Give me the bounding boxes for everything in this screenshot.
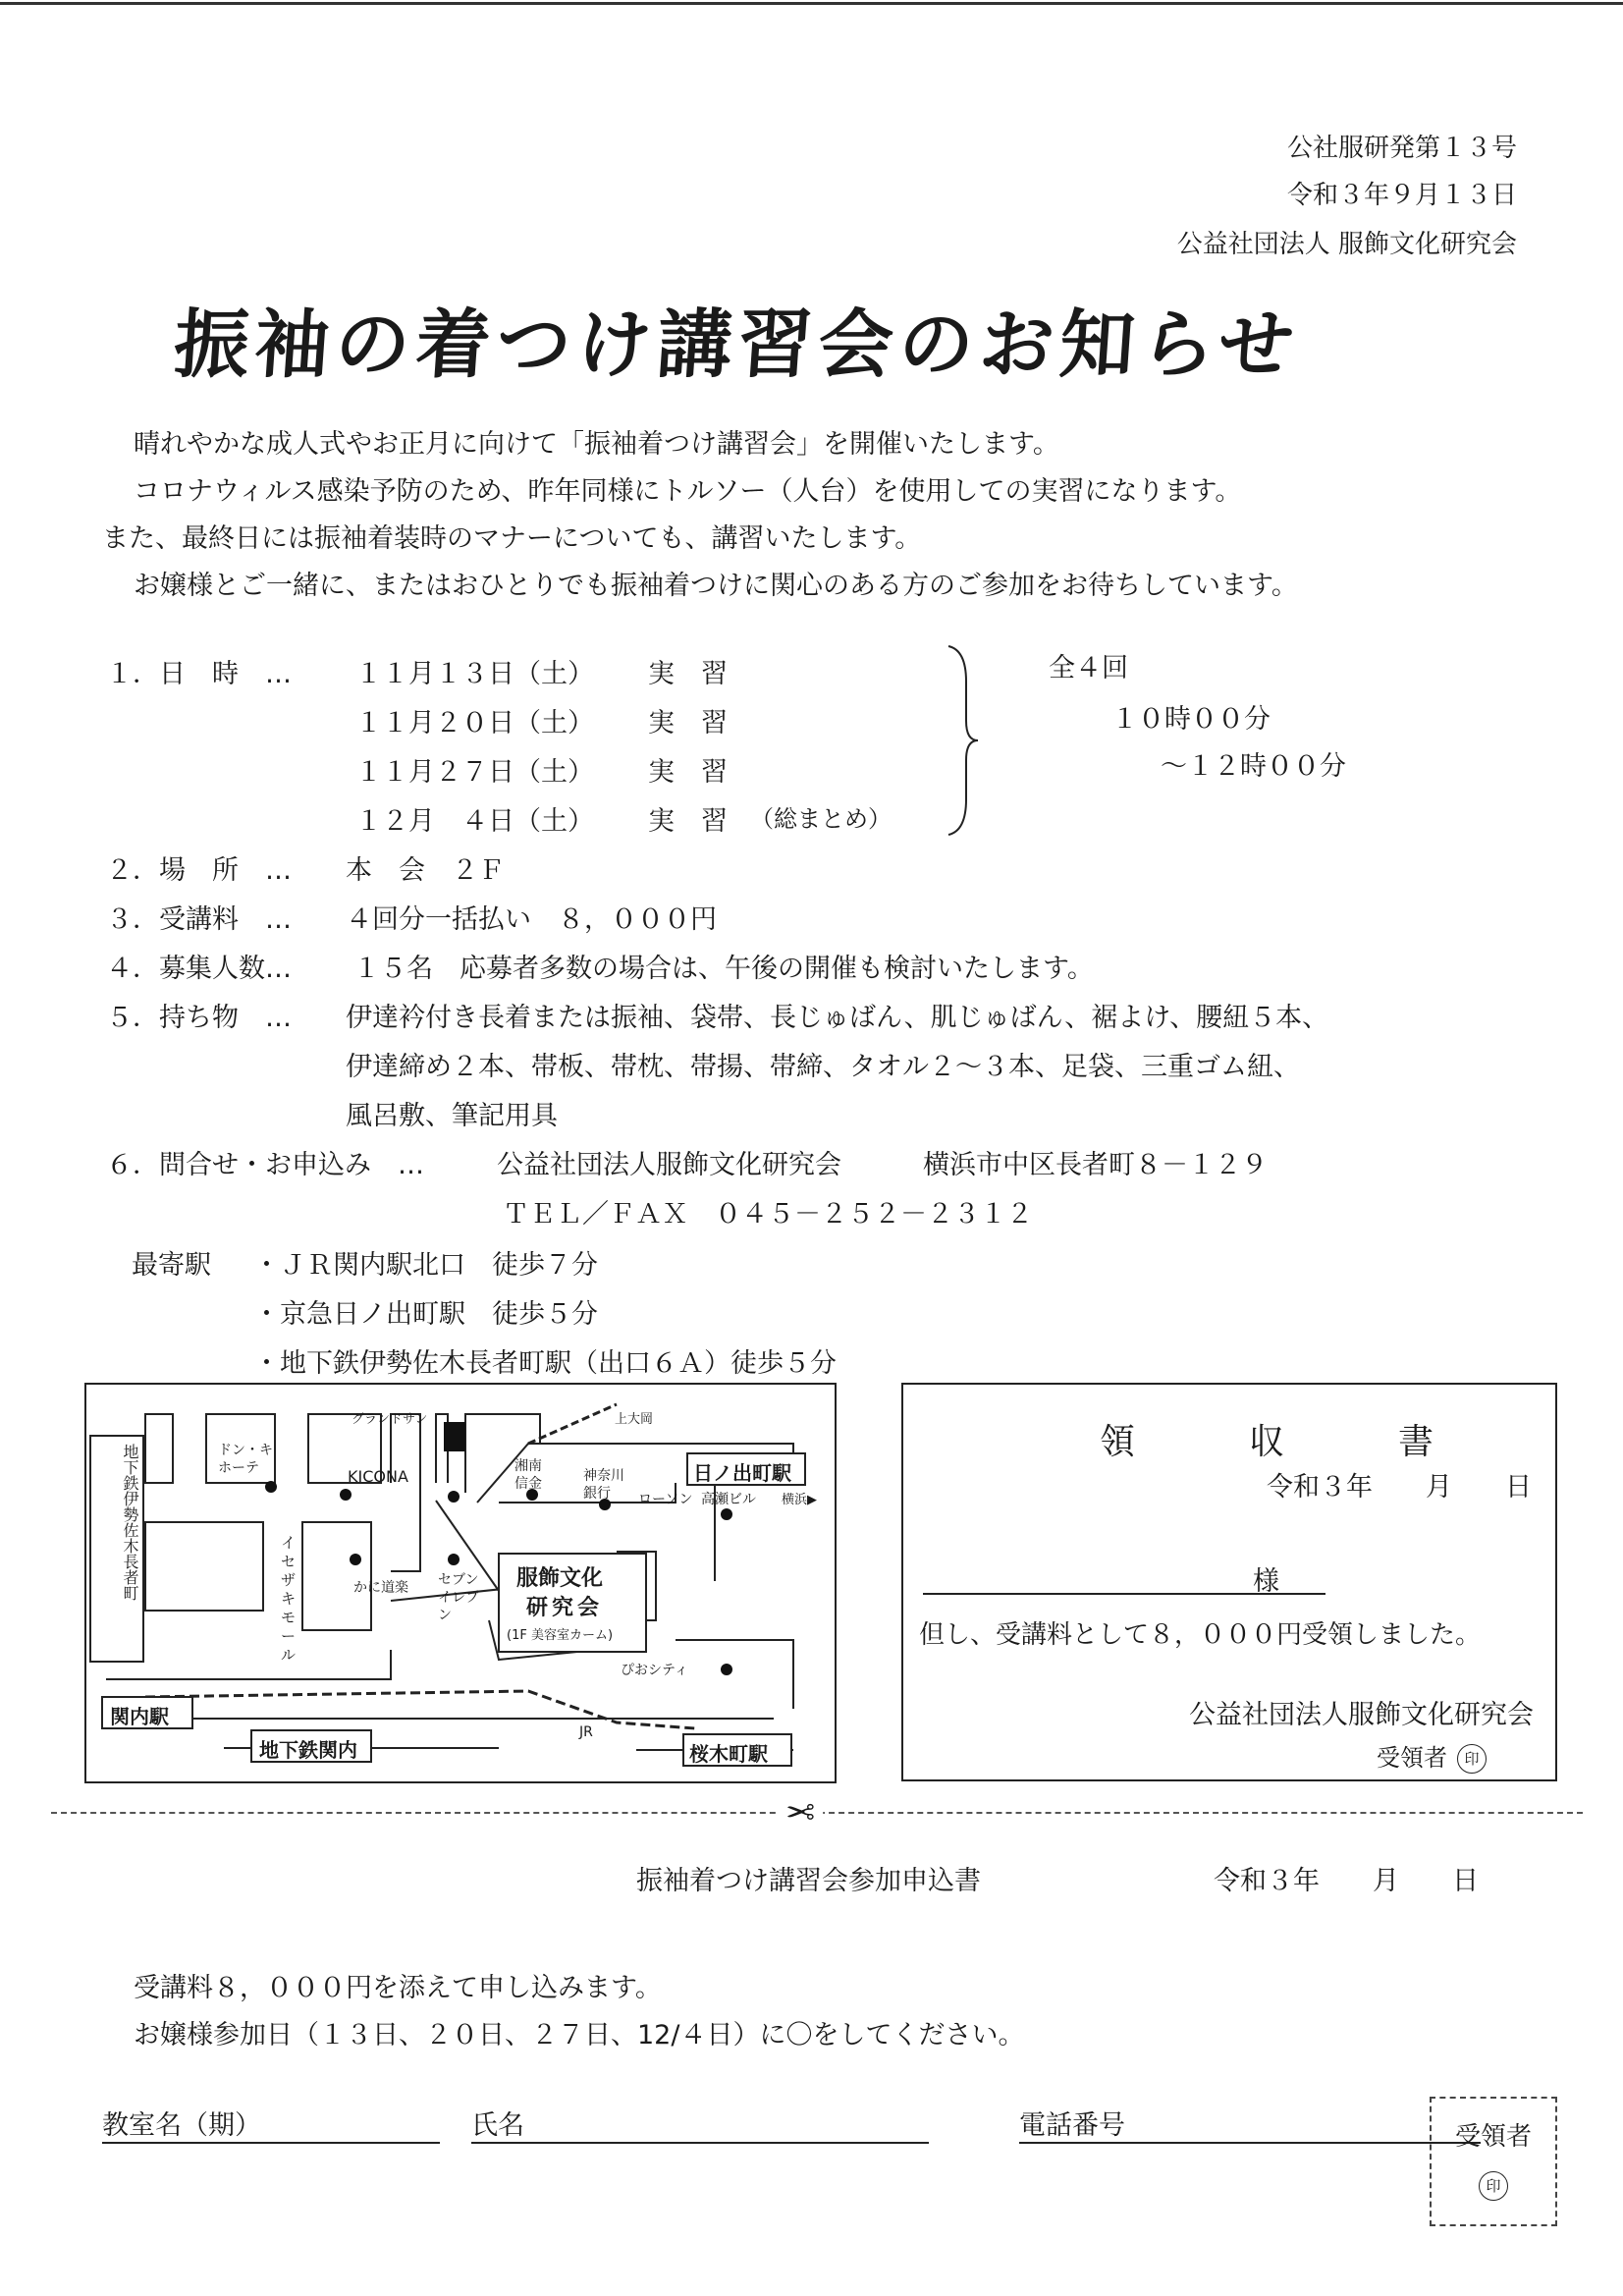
session-3-date: １１月２７日（土） <box>355 757 594 788</box>
time-start: １０時００分 <box>1111 704 1271 735</box>
receipt-name-line <box>923 1593 1325 1595</box>
map-label-pios: ぴおシティ <box>621 1663 688 1678</box>
session-bracket <box>945 642 984 839</box>
intro-line-4: お嬢様とご一緒に、またはおひとりでも振袖着つけに関心のある方のご参加をお待ちしています。 <box>134 571 1298 601</box>
issuer: 公益社団法人 服飾文化研究会 <box>1176 230 1517 259</box>
map-label-hinodecho: 日ノ出町駅 <box>693 1461 791 1485</box>
receipt-seal: 印 <box>1457 1744 1487 1774</box>
map-label-grandsun: グランドサン <box>352 1412 428 1427</box>
access-map <box>84 1383 837 1783</box>
map-label-isezaki-mall: イセザキモール <box>281 1534 297 1664</box>
datetime-label: １．日 時 … <box>106 659 292 689</box>
capacity-label: ４．募集人数… <box>106 954 292 984</box>
session-3-type: 実 習 <box>648 757 728 788</box>
page-title: 振袖の着つけ講習会のお知らせ <box>171 301 1303 388</box>
receiver-stamp-box <box>1430 2097 1557 2226</box>
station-2: ・京急日ノ出町駅 徒歩５分 <box>253 1299 598 1330</box>
station-3: ・地下鉄伊勢佐木長者町駅（出口６Ａ）徒歩５分 <box>253 1348 837 1379</box>
map-target-sub: (1F 美容室カーム) <box>507 1628 614 1643</box>
place-value: 本 会 ２Ｆ <box>346 855 505 886</box>
form-line-1: 受講料８，０００円を添えて申し込みます。 <box>134 1973 662 2003</box>
intro-line-1: 晴れやかな成人式やお正月に向けて「振袖着つけ講習会」を開催いたします。 <box>134 429 1059 460</box>
form-title: 振袖着つけ講習会参加申込書 <box>636 1866 981 1896</box>
place-label: ２．場 所 … <box>106 855 292 886</box>
stamp-box-label: 受領者 <box>1454 2122 1532 2152</box>
intro-line-3: また、最終日には振袖着装時のマナーについても、講習いたします。 <box>102 523 922 554</box>
receipt-receiver <box>1377 1738 1487 1774</box>
session-4-type: 実 習 <box>648 806 728 837</box>
session-4-date: １２月 ４日（土） <box>355 806 594 837</box>
classroom-label: 教室名（期） <box>102 2110 261 2141</box>
map-label-kanagawa: 神奈川銀行 <box>583 1468 624 1502</box>
stations-label: 最寄駅 <box>132 1250 211 1281</box>
scissors-icon: ✂ <box>778 1793 823 1833</box>
form-date: 令和３年 月 日 <box>1214 1866 1479 1896</box>
contact-tel: ＴＥＬ／ＦＡＸ ０４５－２５２－２３１２ <box>503 1199 1033 1230</box>
map-label-kannai: 関内駅 <box>110 1705 169 1728</box>
session-1-type: 実 習 <box>648 659 728 689</box>
map-label-jr: JR <box>579 1724 593 1740</box>
phone-field[interactable] <box>1019 2104 1481 2144</box>
phone-label: 電話番号 <box>1019 2110 1125 2141</box>
map-label-shonan: 湘南信金 <box>514 1458 542 1492</box>
doc-number: 公社服研発第１３号 <box>1286 134 1517 163</box>
belongings-line-3: 風呂敷、筆記用具 <box>346 1101 558 1131</box>
receipt-date: 令和３年 月 日 <box>1267 1472 1532 1503</box>
map-label-kamiooka: 上大岡 <box>615 1412 654 1427</box>
belongings-line-1: 伊達衿付き長着または振袖、袋帯、長じゅばん、肌じゅばん、裾よけ、腰紐５本、 <box>346 1003 1329 1033</box>
map-label-lawson: ローソン <box>638 1492 693 1507</box>
map-label-subway-isezaki: 地下鉄伊勢佐木長者町 <box>121 1444 139 1601</box>
classroom-field[interactable] <box>102 2104 440 2144</box>
belongings-label: ５．持ち物 … <box>106 1003 292 1033</box>
map-label-sakuragicho: 桜木町駅 <box>689 1742 768 1766</box>
map-label-yokohama: 横浜▶ <box>782 1493 817 1507</box>
fee-label: ３．受講料 … <box>106 904 292 935</box>
receipt-org: 公益社団法人服飾文化研究会 <box>1189 1700 1534 1730</box>
station-1: ・ＪＲ関内駅北口 徒歩７分 <box>253 1250 598 1281</box>
session-count: 全４回 <box>1049 653 1128 683</box>
map-label-takase: 高瀬ビル <box>701 1492 756 1507</box>
name-label: 氏名 <box>471 2110 524 2141</box>
map-target-line2: 研究会 <box>526 1596 604 1620</box>
session-1-date: １１月１３日（土） <box>355 659 594 689</box>
receipt-note: 但し、受講料として８，０００円受領しました。 <box>919 1620 1482 1650</box>
receipt-title: 領 収 書 <box>1100 1422 1474 1462</box>
belongings-line-2: 伊達締め２本、帯板、帯枕、帯揚、帯締、タオル２～３本、足袋、三重ゴム紐、 <box>346 1052 1300 1082</box>
map-label-donki: ドン・キホーテ <box>218 1443 273 1476</box>
receipt-receiver-label: 受領者 <box>1377 1744 1447 1772</box>
stamp-box-seal: 印 <box>1479 2171 1508 2201</box>
map-label-kani: かに道楽 <box>353 1580 408 1596</box>
map-label-kicona: KICONA <box>348 1467 408 1486</box>
contact-label: ６．問合せ・お申込み … <box>106 1150 424 1180</box>
map-label-seven: セブンイレブン <box>438 1572 479 1623</box>
top-border <box>0 2 1623 5</box>
map-label-subway-kannai: 地下鉄関内 <box>259 1738 357 1762</box>
time-end: ～１２時００分 <box>1161 751 1346 782</box>
form-line-2: お嬢様参加日（１３日、２０日、２７日、12/４日）に〇をしてください。 <box>134 2020 1025 2050</box>
fee-value: ４回分一括払い ８，０００円 <box>346 904 717 935</box>
contact-org: 公益社団法人服飾文化研究会 <box>497 1150 841 1180</box>
receipt-sama: 様 <box>1253 1566 1279 1597</box>
receipt-box <box>901 1383 1557 1781</box>
session-4-note: （総まとめ） <box>750 805 892 833</box>
name-field[interactable] <box>471 2104 929 2144</box>
target-building-marker <box>444 1422 465 1451</box>
contact-address: 横浜市中区長者町８－１２９ <box>923 1150 1268 1180</box>
map-target-line1: 服飾文化 <box>516 1566 604 1591</box>
session-2-type: 実 習 <box>648 708 728 738</box>
doc-date: 令和３年９月１３日 <box>1286 181 1517 210</box>
session-2-date: １１月２０日（土） <box>355 708 594 738</box>
intro-line-2: コロナウィルス感染予防のため、昨年同様にトルソー（人台）を使用しての実習になります。 <box>134 476 1242 507</box>
capacity-value: １５名 応募者多数の場合は、午後の開催も検討いたします。 <box>353 954 1094 984</box>
